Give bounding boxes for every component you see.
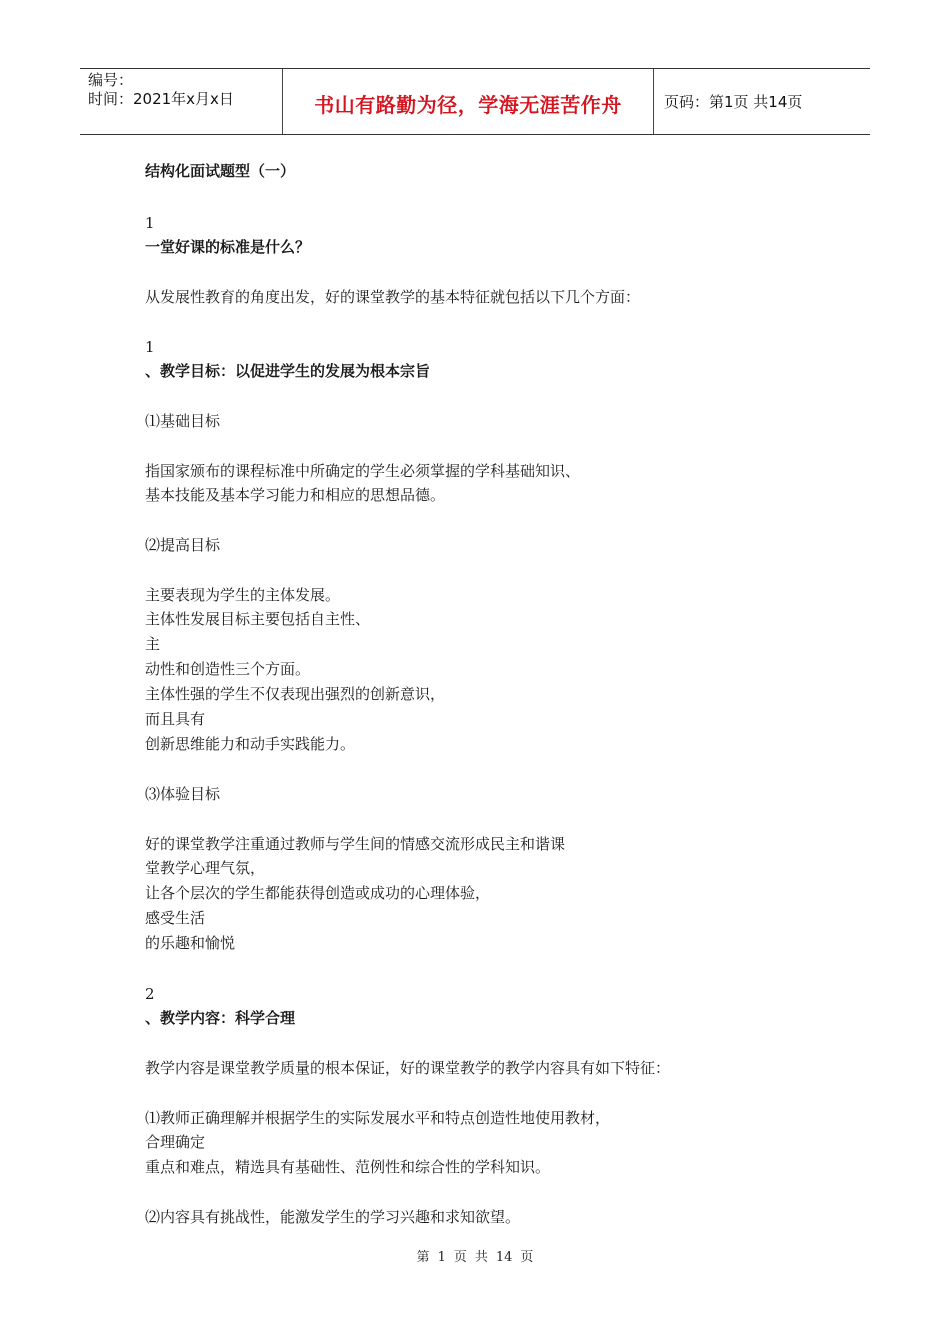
paragraph-line: 主体性强的学生不仅表现出强烈的创新意识，: [145, 685, 446, 703]
header-table: [80, 68, 870, 135]
section-heading: 、教学目标：以促进学生的发展为根本宗旨: [145, 362, 431, 380]
paragraph-line: 创新思维能力和动手实践能力。: [145, 735, 356, 753]
paragraph-line: 教学内容是课堂教学质量的根本保证，好的课堂教学的教学内容具有如下特征：: [145, 1059, 671, 1077]
header-middle-cell: [282, 69, 654, 134]
footer-total-pages: 14: [495, 1250, 513, 1265]
paragraph-line: 从发展性教育的角度出发，好的课堂教学的基本特征就包括以下几个方面：: [145, 288, 641, 306]
paragraph-line: 好的课堂教学注重通过教师与学生间的情感交流形成民主和谐课: [145, 835, 566, 853]
paragraph-line: 堂教学心理气氛，: [145, 859, 266, 877]
footer-di: 第: [416, 1250, 430, 1265]
section-number: 1: [145, 214, 155, 232]
date-label: 时间：2021年x月x日: [88, 90, 234, 108]
paragraph-line: 指国家颁布的课程标准中所确定的学生必须掌握的学科基础知识、: [145, 462, 581, 480]
subheading: ⑶体验目标: [145, 785, 221, 803]
paragraph-line: 的乐趣和愉悦: [145, 934, 236, 952]
paragraph-line: 让各个层次的学生都能获得创造或成功的心理体验，: [145, 884, 491, 902]
section-number: 2: [145, 985, 155, 1003]
subheading: ⑴基础目标: [145, 412, 221, 430]
paragraph-line: 基本技能及基本学习能力和相应的思想品德。: [145, 486, 446, 504]
footer-ye: 页: [520, 1250, 534, 1265]
footer-page-number: 1: [437, 1250, 446, 1265]
paragraph-line: ⑵内容具有挑战性，能激发学生的学习兴趣和求知欲望。: [145, 1208, 521, 1226]
paragraph-line: 主: [145, 635, 161, 653]
paragraph-line: ⑴教师正确理解并根据学生的实际发展水平和特点创造性地使用教材，: [145, 1109, 611, 1127]
paragraph-line: 而且具有: [145, 710, 206, 728]
paragraph-line: 合理确定: [145, 1133, 206, 1151]
header-right-cell: [654, 69, 870, 134]
page-info: 页码：第1页 共14页: [664, 93, 803, 111]
document-title: 结构化面试题型（一）: [145, 162, 296, 180]
paragraph-line: 主体性发展目标主要包括自主性、: [145, 610, 371, 628]
paragraph-line: 感受生活: [145, 909, 206, 927]
footer-gong: 共: [474, 1250, 488, 1265]
section-heading: 、教学内容：科学合理: [145, 1009, 296, 1027]
footer-ye: 页: [453, 1250, 467, 1265]
paragraph-line: 主要表现为学生的主体发展。: [145, 586, 341, 604]
subheading: ⑵提高目标: [145, 536, 221, 554]
header-left-cell: [80, 69, 282, 134]
section-number: 1: [145, 338, 155, 356]
page-footer: [0, 1246, 950, 1265]
code-label: 编号：: [88, 71, 134, 89]
paragraph-line: 动性和创造性三个方面。: [145, 660, 311, 678]
question-heading: 一堂好课的标准是什么？: [145, 238, 311, 256]
paragraph-line: 重点和难点，精选具有基础性、范例性和综合性的学科知识。: [145, 1158, 551, 1176]
motto: 书山有路勤为径，学海无涯苦作舟: [314, 93, 622, 117]
